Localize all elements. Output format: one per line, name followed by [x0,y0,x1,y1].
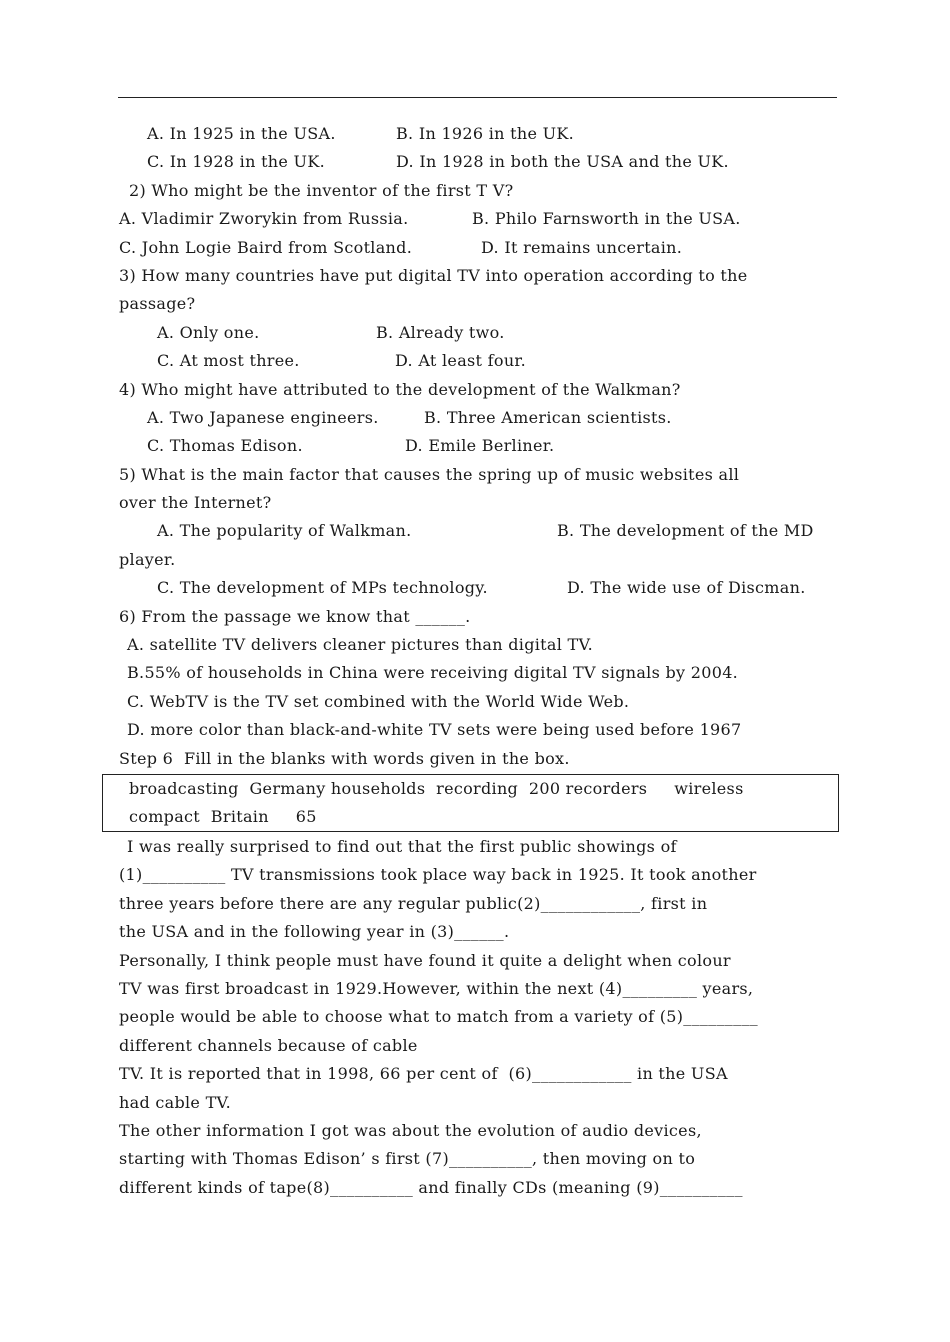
q1-option-d: D. In 1928 in both the USA and the UK. [396,152,729,172]
q6-option-c: C. WebTV is the TV set combined with the World Wide Web. [127,691,630,711]
step6-instruction: Step 6 Fill in the blanks with words given in the box. [119,748,570,768]
passage-line-7: people would be able to choose what to match from a variety of (5)_________ [119,1007,758,1027]
q4-option-b: B. Three American scientists. [424,407,672,427]
word-box [102,774,839,832]
q6-question: 6) From the passage we know that ______. [119,606,471,626]
q4-options-row-2 [119,432,841,460]
q4-options-row-1 [119,404,841,432]
q5-options-row-2 [119,574,841,602]
q1-option-a: A. In 1925 in the USA. [147,124,336,143]
q1-options-row-1 [119,120,841,148]
q5-question-line-1: 5) What is the main factor that causes the spring up of music websites all [119,464,740,484]
q5-question-line-2: over the Internet? [119,493,272,513]
q2-option-c: C. John Logie Baird from Scotland. [119,237,413,257]
passage-line-3: three years before there are any regular public(2)____________, first in [119,893,708,913]
q3-option-b: B. Already two. [376,322,505,342]
q5-option-b: B. The development of the MD [557,521,814,541]
word-box-line-1: broadcasting Germany households recording 200 recorders wireless [129,778,744,798]
q3-question-line-2: passage? [119,294,196,314]
q3-option-a: A. Only one. [157,322,260,342]
q2-options-row-1 [119,205,841,233]
q5-option-d: D. The wide use of Discman. [567,578,806,598]
passage-line-8: different channels because of cable [119,1035,418,1055]
q5-option-a: A. The popularity of Walkman. [157,521,412,541]
q6-option-a: A. satellite TV delivers cleaner pictures than digital TV. [127,635,593,655]
q1-options-row-2 [119,148,841,176]
header-rule [118,97,837,98]
passage-line-2: (1)__________ TV transmissions took place way back in 1925. It took another [119,865,757,885]
q4-option-a: A. Two Japanese engineers. [147,407,379,427]
passage-line-5: Personally, I think people must have found it quite a delight when colour [119,950,731,970]
passage-line-4: the USA and in the following year in (3)______. [119,922,510,942]
word-box-line-2: compact Britain 65 [129,806,317,826]
passage-line-11: The other information I got was about the evolution of audio devices, [119,1120,702,1140]
q3-options-row-1 [119,319,841,347]
q4-question: 4) Who might have attributed to the development of the Walkman? [119,379,681,399]
passage-line-13: different kinds of tape(8)__________ and finally CDs (meaning (9)__________ [119,1177,743,1197]
passage-line-9: TV. It is reported that in 1998, 66 per cent of (6)____________ in the USA [119,1064,728,1084]
q3-option-c: C. At most three. [157,351,300,371]
q2-option-a: A. Vladimir Zworykin from Russia. [119,209,409,229]
q1-option-b: B. In 1926 in the UK. [396,124,575,143]
q3-options-row-2 [119,347,841,375]
q2-option-b: B. Philo Farnsworth in the USA. [472,209,741,229]
passage-line-6: TV was first broadcast in 1929.However, within the next (4)_________ years, [119,978,754,998]
q5-options-row-1 [119,517,841,545]
q6-option-d: D. more color than black-and-white TV sets were being used before 1967 [127,720,742,740]
q4-option-d: D. Emile Berliner. [405,436,555,456]
q3-question-line-1: 3) How many countries have put digital TV into operation according to the [119,265,748,285]
q2-options-row-2 [119,234,841,262]
worksheet-content [119,120,841,1202]
q5-option-c: C. The development of MPs technology. [157,578,488,598]
passage-line-10: had cable TV. [119,1092,232,1112]
q3-option-d: D. At least four. [395,351,527,371]
q5-option-b-continued: player. [119,549,176,569]
q6-option-b: B.55% of households in China were receiving digital TV signals by 2004. [127,663,739,683]
q1-option-c: C. In 1928 in the UK. [147,152,325,172]
q2-question: 2) Who might be the inventor of the first T V? [129,180,514,200]
passage-line-12: starting with Thomas Edison’ s first (7)__________, then moving on to [119,1149,696,1169]
q4-option-c: C. Thomas Edison. [147,436,303,456]
q2-option-d: D. It remains uncertain. [481,237,683,257]
passage-line-1: I was really surprised to find out that the first public showings of [127,836,677,856]
